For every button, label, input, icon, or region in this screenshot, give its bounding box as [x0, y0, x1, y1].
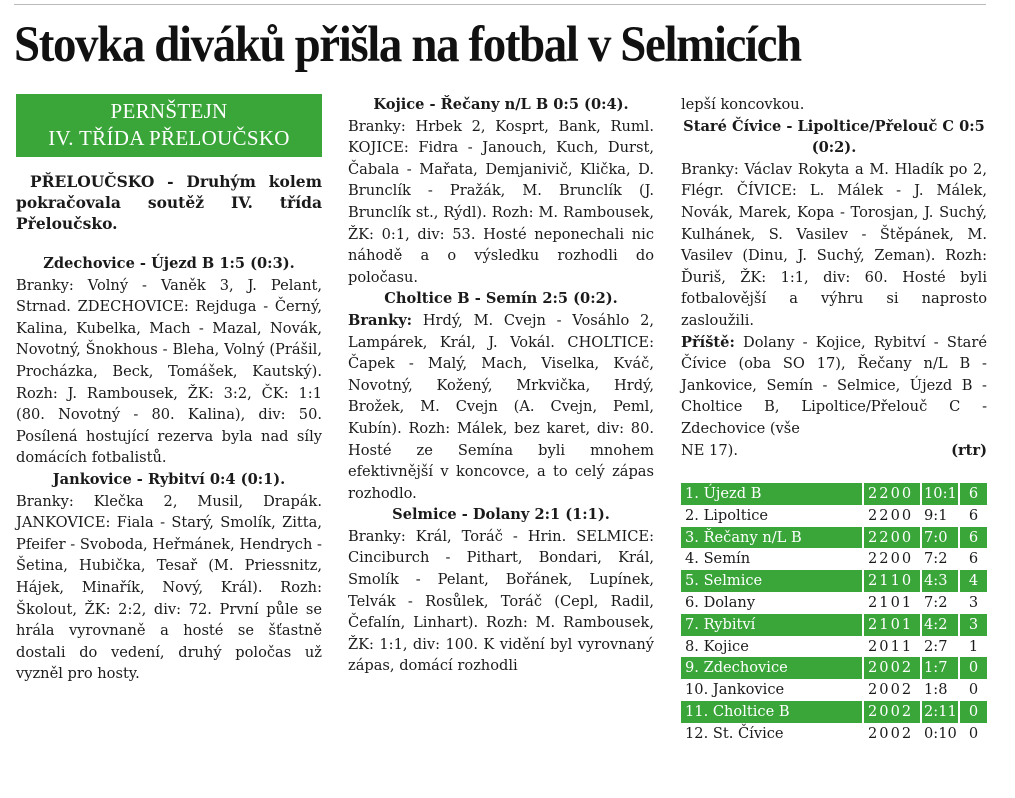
banner-line-1: PERNŠTEJN	[110, 99, 228, 123]
table-cell-team: 12. St. Čívice	[685, 724, 784, 742]
match-title: Staré Čívice - Lipoltice/Přelouč C 0:5 (0:2).	[683, 117, 985, 157]
table-cell-score: 7:0	[922, 527, 960, 549]
section-banner	[16, 94, 322, 157]
table-cell-pts: 6	[968, 528, 979, 546]
table-row	[681, 505, 987, 527]
table-cell-score: 1:8	[924, 681, 948, 699]
top-rule	[14, 4, 986, 5]
table-cell-team: 7. Rybitví	[681, 614, 864, 636]
table-cell-team: 2. Lipoltice	[685, 506, 769, 524]
table-cell-pts: 0	[968, 703, 979, 721]
column-1	[16, 94, 322, 685]
table-cell-pts: 0	[968, 724, 979, 742]
table-cell-team: 11. Choltice B	[681, 701, 864, 723]
table-row	[681, 679, 987, 701]
table-cell-team: 1. Újezd B	[681, 483, 864, 505]
author-signature: (rtr)	[951, 441, 987, 459]
signature-line	[681, 440, 987, 462]
match-title: Jankovice - Rybitví 0:4 (0:1).	[52, 470, 286, 488]
lead-paragraph: PŘELOUČSKO - Druhým kolem pokračovala soutěž IV. třída Přeloučsko.	[16, 172, 322, 233]
table-cell-pts: 0	[968, 659, 979, 677]
next-round-text: Dolany - Kojice, Rybitví - Staré Čívice (oba SO 17), Řečany n/L B - Jankovice, Semín - Selmice, Újezd B - Choltice B, Lipoltice/Přelouč C - Zdechovice (vše	[681, 333, 987, 437]
table-cell-wdl: 2101	[868, 594, 914, 612]
match-text: Branky: Král, Toráč - Hrin. SELMICE: Cinciburch - Pithart, Bondari, Král, Smolík - Pelant, Bořánek, Lupínek, Telvák - Rosůlek, Toráč (Cepl, Radil, Čefalín, Linhart). Rozh: M. Rambousek, ŽK: 1:1, div: 100. K vidění byl vyrovnaný zápas, domácí rozhodli	[348, 527, 654, 675]
match-report-3	[348, 94, 654, 288]
table-cell-score: 1:7	[922, 657, 960, 679]
next-round	[681, 332, 987, 440]
match-text: Hrdý, M. Cvejn - Vosáhlo 2, Lampárek, Král, J. Vokál. CHOLTICE: Čapek - Malý, Mach, Viselka, Kváč, Novotný, Kožený, Mrkvička, Hrdý, Brožek, M. Cvejn (A. Cvejn, Peml, Kubín). Rozh: Málek, bez karet, div: 80. Hosté ze Semína byli mnohem efektivnější v koncovce, a to celý zápas rozhodlo.	[348, 311, 654, 502]
table-cell-team: 5. Selmice	[681, 570, 864, 592]
continued-text: lepší koncovkou.	[681, 96, 805, 113]
table-row	[681, 548, 987, 570]
match-title: Zdechovice - Újezd B 1:5 (0:3).	[43, 255, 295, 272]
table-cell-score: 4:3	[922, 570, 960, 592]
table-cell-score: 2:11	[922, 701, 960, 723]
match-text: Branky: Volný - Vaněk 3, J. Pelant, Strnad. ZDECHOVICE: Rejduga - Černý, Kalina, Kubelka, Mach - Mazal, Novák, Novotný, Šnokhous - Bleha, Volný (Prášil, Procházka, Beck, Tomášek, Kautský). Rozh: J. Rambousek, ŽK: 3:2, ČK: 1:1 (80. Novotný - 80. Kalina), div: 50. Posílená hostující rezerva byla nad síly domácích fotbalistů.	[16, 276, 322, 467]
table-cell-score: 9:1	[924, 506, 948, 524]
match-report-4	[348, 288, 654, 504]
table-cell-wdl: 2002	[868, 724, 914, 742]
table-cell-team: 10. Jankovice	[685, 681, 785, 699]
table-cell-pts: 6	[968, 485, 979, 503]
table-cell-score: 7:2	[924, 550, 948, 568]
match-title: Choltice B - Semín 2:5 (0:2).	[384, 290, 618, 308]
table-cell-wdl: 2200	[868, 506, 914, 524]
table-row	[681, 570, 987, 592]
table-cell-pts: 4	[968, 572, 979, 590]
table-cell-team: 9. Zdechovice	[681, 657, 864, 679]
table-row	[681, 723, 987, 745]
match-title: Kojice - Řečany n/L B 0:5 (0:4).	[373, 96, 629, 113]
table-cell-wdl: 2200	[864, 483, 922, 505]
table-cell-pts: 0	[968, 681, 979, 699]
table-cell-score: 10:1	[922, 483, 960, 505]
match-text: Branky: Václav Rokyta a M. Hladík po 2, Flégr. ČÍVICE: L. Málek - J. Málek, Novák, Marek, Kopa - Torosjan, J. Suchý, Kulhánek, S. Vasilev - Štěpánek, M. Vasilev (Dinu, J. Suchý, Zeman). Rozh: Ďuriš, ŽK: 1:1, div: 60. Hosté byli fotbalovější a výhru si naprosto zasloužili.	[681, 160, 987, 329]
table-cell-team: 4. Semín	[685, 550, 751, 568]
table-cell-pts: 3	[968, 594, 979, 612]
next-round-end: NE 17).	[681, 441, 738, 459]
table-cell-wdl: 2002	[864, 657, 922, 679]
column-3	[681, 94, 987, 745]
goals-label: Branky:	[348, 311, 413, 329]
match-report-2	[16, 469, 322, 685]
table-row	[681, 701, 987, 723]
table-cell-score: 4:2	[922, 614, 960, 636]
table-cell-wdl: 2200	[864, 527, 922, 549]
table-cell-wdl: 2200	[868, 550, 914, 568]
banner-line-2: IV. TŘÍDA PŘELOUČSKO	[48, 126, 290, 150]
table-cell-score: 0:10	[924, 724, 957, 742]
match-text: Branky: Hrbek 2, Kosprt, Bank, Ruml. KOJICE: Fidra - Janouch, Kuch, Durst, Čabala - Mařata, Demjanivič, Klička, D. Brunclík - Pražák, M. Brunclík (J. Brunclík st., Rýdl). Rozh: M. Rambousek, ŽK: 0:1, div: 53. Hosté neponechali nic náhodě a o výsledku rozhodli do poločasu.	[348, 117, 654, 286]
table-row	[681, 592, 987, 614]
match-title: Selmice - Dolany 2:1 (1:1).	[392, 506, 610, 524]
table-row	[681, 657, 987, 679]
match-report-5	[348, 504, 654, 677]
table-cell-pts: 6	[968, 550, 979, 568]
table-cell-team: 3. Řečany n/L B	[681, 527, 864, 549]
table-cell-wdl: 2002	[868, 681, 914, 699]
table-row	[681, 527, 987, 549]
table-cell-team: 6. Dolany	[685, 594, 756, 612]
table-cell-score: 2:7	[924, 637, 948, 655]
match-text: Branky: Klečka 2, Musil, Drapák. JANKOVICE: Fiala - Starý, Smolík, Zitta, Pfeifer - Svoboda, Heřmánek, Hendrych - Šetina, Hubička, Tesař (M. Priessnitz, Hájek, Minařík, Nový, Král). Rozh: Školout, ŽK: 2:2, div: 72. První půle se hrála vyrovnaně a hosté se šťastně dostali do vedení, druhý poločas už vyzněl pro hosty.	[16, 492, 322, 683]
table-cell-wdl: 2011	[868, 637, 914, 655]
table-cell-pts: 1	[968, 637, 979, 655]
table-cell-score: 7:2	[924, 594, 948, 612]
standings-table	[681, 483, 987, 745]
table-cell-pts: 3	[968, 615, 979, 633]
table-cell-team: 8. Kojice	[685, 637, 749, 655]
table-cell-wdl: 2110	[864, 570, 922, 592]
table-cell-pts: 6	[968, 506, 979, 524]
table-row	[681, 614, 987, 636]
match-report-6	[681, 116, 987, 332]
table-cell-wdl: 2002	[864, 701, 922, 723]
column-2	[348, 94, 654, 677]
match-report-1	[16, 253, 322, 469]
table-row	[681, 636, 987, 658]
headline: Stovka diváků přišla na fotbal v Selmicích	[14, 17, 801, 73]
table-cell-wdl: 2101	[864, 614, 922, 636]
next-round-label: Příště:	[681, 333, 735, 351]
table-row	[681, 483, 987, 505]
